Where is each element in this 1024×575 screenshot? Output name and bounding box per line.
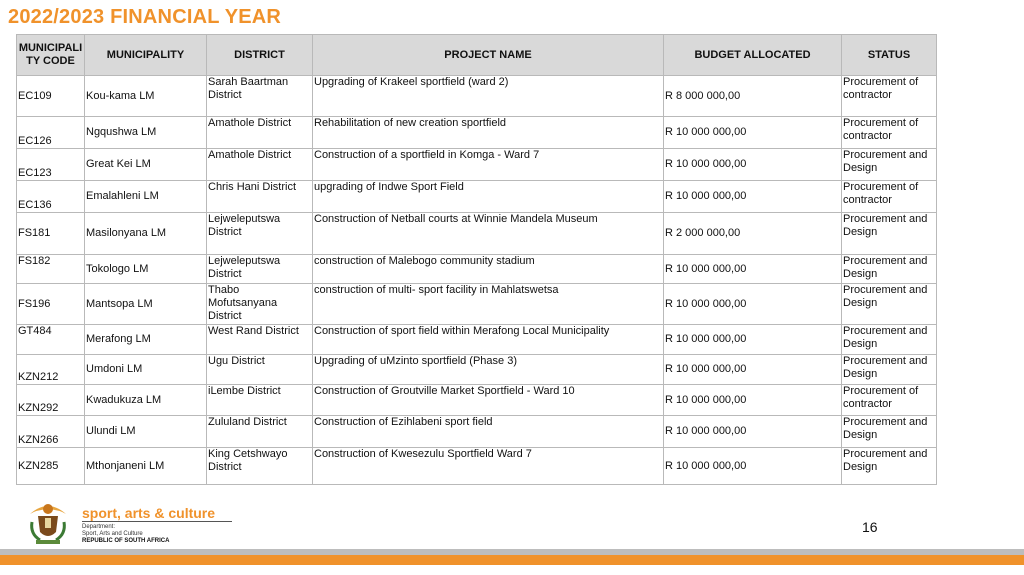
cell-status: Procurement of contractor bbox=[842, 117, 937, 149]
cell-budget: R 10 000 000,00 bbox=[664, 385, 842, 416]
table-row bbox=[17, 325, 937, 355]
page-title: 2022/2023 FINANCIAL YEAR bbox=[8, 6, 282, 28]
cell-code: KZN292 bbox=[17, 385, 85, 416]
cell-project: upgrading of Indwe Sport Field bbox=[313, 181, 664, 213]
cell-district: Chris Hani District bbox=[207, 181, 313, 213]
cell-district: West Rand District bbox=[207, 325, 313, 355]
projects-table bbox=[16, 34, 937, 485]
cell-status: Procurement and Design bbox=[842, 284, 937, 325]
cell-project: Upgrading of Krakeel sportfield (ward 2) bbox=[313, 76, 664, 117]
cell-budget: R 10 000 000,00 bbox=[664, 448, 842, 485]
brand-divider bbox=[82, 521, 232, 522]
dept-label: Department: bbox=[82, 524, 116, 530]
cell-budget: R 10 000 000,00 bbox=[664, 149, 842, 181]
table-header-row bbox=[17, 35, 937, 76]
cell-project: Construction of Ezihlabeni sport field bbox=[313, 416, 664, 448]
dept-name: Sport, Arts and Culture bbox=[82, 531, 143, 537]
page-number: 16 bbox=[862, 519, 878, 535]
footer-orange-bar bbox=[0, 555, 1024, 565]
cell-status: Procurement and Design bbox=[842, 448, 937, 485]
cell-status: Procurement and Design bbox=[842, 325, 937, 355]
cell-municipality: Mantsopa LM bbox=[85, 284, 207, 325]
cell-budget: R 10 000 000,00 bbox=[664, 117, 842, 149]
cell-code: EC123 bbox=[17, 149, 85, 181]
country-name: REPUBLIC OF SOUTH AFRICA bbox=[82, 538, 170, 544]
cell-budget: R 10 000 000,00 bbox=[664, 255, 842, 284]
cell-municipality: Great Kei LM bbox=[85, 149, 207, 181]
cell-project: construction of Malebogo community stadium bbox=[313, 255, 664, 284]
cell-status: Procurement of contractor bbox=[842, 385, 937, 416]
cell-district: King Cetshwayo District bbox=[207, 448, 313, 485]
cell-municipality: Mthonjaneni LM bbox=[85, 448, 207, 485]
cell-municipality: Umdoni LM bbox=[85, 355, 207, 385]
header-district: DISTRICT bbox=[207, 35, 313, 76]
cell-project: Construction of sport field within Merafong Local Municipality bbox=[313, 325, 664, 355]
cell-municipality: Emalahleni LM bbox=[85, 181, 207, 213]
table-row bbox=[17, 416, 937, 448]
cell-budget: R 10 000 000,00 bbox=[664, 416, 842, 448]
cell-budget: R 8 000 000,00 bbox=[664, 76, 842, 117]
table-row bbox=[17, 149, 937, 181]
cell-status: Procurement and Design bbox=[842, 255, 937, 284]
cell-municipality: Merafong LM bbox=[85, 325, 207, 355]
cell-code: GT484 bbox=[17, 325, 85, 355]
cell-municipality: Kou-kama LM bbox=[85, 76, 207, 117]
cell-project: Upgrading of uMzinto sportfield (Phase 3) bbox=[313, 355, 664, 385]
brand-name: sport, arts & culture bbox=[82, 505, 216, 521]
cell-project: Construction of Groutville Market Sportfield - Ward 10 bbox=[313, 385, 664, 416]
cell-district: Amathole District bbox=[207, 117, 313, 149]
table-row bbox=[17, 355, 937, 385]
cell-code: EC136 bbox=[17, 181, 85, 213]
table-row bbox=[17, 255, 937, 284]
cell-budget: R 10 000 000,00 bbox=[664, 284, 842, 325]
cell-project: Construction of a sportfield in Komga - Ward 7 bbox=[313, 149, 664, 181]
cell-district: Lejweleputswa District bbox=[207, 255, 313, 284]
table-row bbox=[17, 385, 937, 416]
cell-code: FS181 bbox=[17, 213, 85, 255]
cell-district: iLembe District bbox=[207, 385, 313, 416]
cell-project: Rehabilitation of new creation sportfield bbox=[313, 117, 664, 149]
cell-district: Zululand District bbox=[207, 416, 313, 448]
header-project: PROJECT NAME bbox=[313, 35, 664, 76]
cell-budget: R 10 000 000,00 bbox=[664, 325, 842, 355]
cell-code: KZN266 bbox=[17, 416, 85, 448]
cell-municipality: Tokologo LM bbox=[85, 255, 207, 284]
cell-status: Procurement of contractor bbox=[842, 181, 937, 213]
cell-status: Procurement and Design bbox=[842, 149, 937, 181]
cell-district: Ugu District bbox=[207, 355, 313, 385]
cell-status: Procurement and Design bbox=[842, 213, 937, 255]
table-body bbox=[17, 76, 937, 485]
cell-district: Sarah Baartman District bbox=[207, 76, 313, 117]
cell-code: KZN212 bbox=[17, 355, 85, 385]
cell-district: Lejweleputswa District bbox=[207, 213, 313, 255]
coat-of-arms-icon bbox=[26, 500, 70, 546]
cell-code: FS182 bbox=[17, 255, 85, 284]
cell-municipality: Kwadukuza LM bbox=[85, 385, 207, 416]
cell-budget: R 10 000 000,00 bbox=[664, 181, 842, 213]
cell-municipality: Ngqushwa LM bbox=[85, 117, 207, 149]
table-row bbox=[17, 76, 937, 117]
cell-project: construction of multi- sport facility in Mahlatswetsa bbox=[313, 284, 664, 325]
table-row bbox=[17, 181, 937, 213]
cell-code: EC109 bbox=[17, 76, 85, 117]
cell-code: KZN285 bbox=[17, 448, 85, 485]
cell-code: EC126 bbox=[17, 117, 85, 149]
cell-budget: R 2 000 000,00 bbox=[664, 213, 842, 255]
cell-status: Procurement of contractor bbox=[842, 76, 937, 117]
cell-status: Procurement and Design bbox=[842, 416, 937, 448]
cell-district: Thabo Mofutsanyana District bbox=[207, 284, 313, 325]
cell-status: Procurement and Design bbox=[842, 355, 937, 385]
table-row bbox=[17, 448, 937, 485]
header-code: MUNICIPALI TY CODE bbox=[17, 35, 85, 76]
cell-district: Amathole District bbox=[207, 149, 313, 181]
header-municipality: MUNICIPALITY bbox=[85, 35, 207, 76]
table-row bbox=[17, 213, 937, 255]
cell-code: FS196 bbox=[17, 284, 85, 325]
cell-project: Construction of Kwesezulu Sportfield Ward 7 bbox=[313, 448, 664, 485]
cell-municipality: Masilonyana LM bbox=[85, 213, 207, 255]
header-status: STATUS bbox=[842, 35, 937, 76]
table-row bbox=[17, 117, 937, 149]
cell-project: Construction of Netball courts at Winnie Mandela Museum bbox=[313, 213, 664, 255]
header-budget: BUDGET ALLOCATED bbox=[664, 35, 842, 76]
cell-budget: R 10 000 000,00 bbox=[664, 355, 842, 385]
table-row bbox=[17, 284, 937, 325]
cell-municipality: Ulundi LM bbox=[85, 416, 207, 448]
